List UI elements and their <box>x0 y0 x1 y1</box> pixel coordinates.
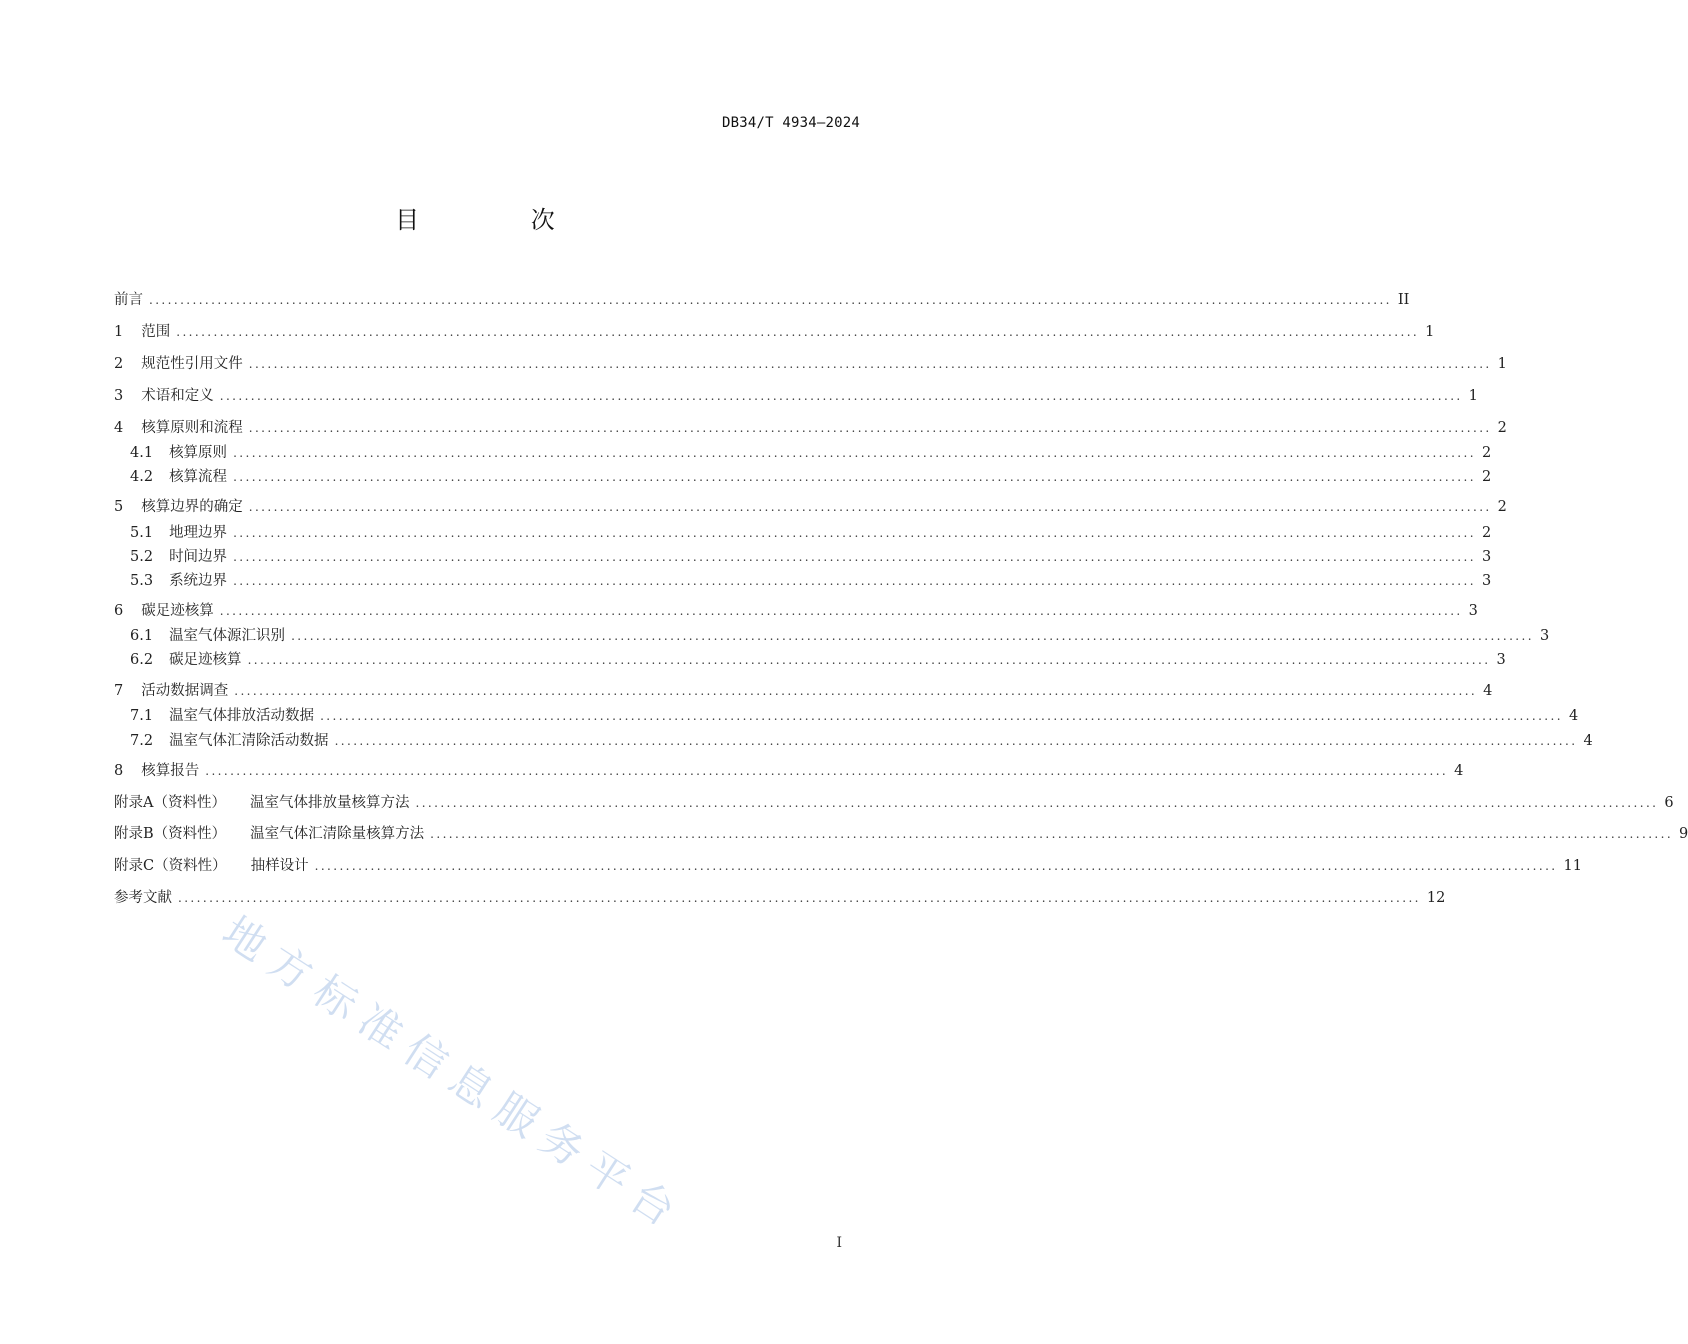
toc-entry[interactable] <box>114 289 1410 311</box>
toc-leader-dots: ........................................................................................................................................................................................................ <box>233 574 1476 588</box>
toc-leader-dots: ........................................................................................................................................................................................................ <box>247 653 1491 667</box>
toc-entry-number: 5 <box>114 499 124 515</box>
toc-entry-page: 1 <box>1468 388 1478 404</box>
toc-leader-dots: ........................................................................................................................................................................................................ <box>234 684 1478 698</box>
toc-entry-number: 附录C（资料性） <box>114 858 227 874</box>
toc-entry-page: 9 <box>1679 826 1688 842</box>
toc-entry-number: 5.3 <box>130 573 154 589</box>
toc-leader-dots: ........................................................................................................................................................................................................ <box>233 470 1476 484</box>
document-code: DB34/T 4934—2024 <box>721 115 860 131</box>
toc-entry[interactable] <box>130 442 1492 464</box>
toc-leader-dots: ........................................................................................................................................................................................................ <box>248 500 1492 514</box>
toc-leader-dots: ........................................................................................................................................................................................................ <box>430 827 1674 841</box>
toc-entry-page: 2 <box>1481 469 1492 485</box>
toc-entry-page: 1 <box>1425 324 1435 340</box>
toc-entry-title: 核算原则 <box>169 445 228 461</box>
toc-entry[interactable] <box>114 385 1478 407</box>
toc-entry-page: 3 <box>1481 549 1492 565</box>
toc-entry-page: 2 <box>1497 499 1507 515</box>
toc-entry-page: 2 <box>1481 525 1492 541</box>
toc-entry-title: 活动数据调查 <box>141 683 229 699</box>
toc-entry-title: 核算原则和流程 <box>141 420 243 436</box>
toc-entry-number: 4 <box>114 420 124 436</box>
toc-entry-number: 6 <box>114 603 124 619</box>
toc-entry-number: 4.1 <box>130 445 154 461</box>
toc-entry-page: 11 <box>1563 858 1582 874</box>
toc-entry[interactable] <box>114 823 1688 845</box>
toc-entry-number: 5.2 <box>130 549 154 565</box>
toc-entry-title: 参考文献 <box>114 890 172 906</box>
toc-leader-dots: ........................................................................................................................................................................................................ <box>334 734 1578 748</box>
footer-page-number: I <box>836 1235 842 1251</box>
toc-entry-title: 温室气体排放量核算方法 <box>249 795 410 811</box>
toc-entry[interactable] <box>114 855 1582 877</box>
toc-leader-dots: ........................................................................................................................................................................................................ <box>291 629 1534 643</box>
toc-entry-title: 核算流程 <box>169 469 228 485</box>
toc-entry[interactable] <box>130 625 1550 647</box>
toc-leader-dots: ........................................................................................................................................................................................................ <box>205 764 1449 778</box>
toc-entry-title: 温室气体汇清除活动数据 <box>169 733 329 749</box>
toc-entry-page: 4 <box>1483 683 1493 699</box>
toc-leader-dots: ........................................................................................................................................................................................................ <box>233 446 1476 460</box>
toc-leader-dots: ........................................................................................................................................................................................................ <box>233 550 1476 564</box>
toc-entry-title: 碳足迹核算 <box>169 652 242 668</box>
toc-entry-title: 前言 <box>114 292 143 308</box>
toc-entry-page: 12 <box>1426 890 1446 906</box>
toc-entry-title: 温室气体汇清除量核算方法 <box>250 826 425 842</box>
toc-entry-number: 附录B（资料性） <box>114 826 227 842</box>
toc-leader-dots: ........................................................................................................................................................................................................ <box>178 891 1421 905</box>
toc-entry-number: 4.2 <box>130 469 154 485</box>
toc-entry-title: 地理边界 <box>169 525 228 541</box>
toc-leader-dots: ........................................................................................................................................................................................................ <box>248 421 1492 435</box>
toc-entry[interactable] <box>130 570 1492 592</box>
toc-entry-number: 5.1 <box>130 525 154 541</box>
toc-entry-number: 6.2 <box>130 652 154 668</box>
toc-entry-number: 7 <box>114 683 124 699</box>
toc-entry-title: 核算报告 <box>141 763 200 779</box>
toc-leader-dots: ........................................................................................................................................................................................................ <box>248 357 1492 371</box>
toc-entry-page: 1 <box>1497 356 1507 372</box>
toc-entry-page: II <box>1397 292 1410 308</box>
toc-entry[interactable] <box>114 321 1435 343</box>
toc-entry[interactable] <box>130 705 1579 727</box>
toc-leader-dots: ........................................................................................................................................................................................................ <box>219 604 1463 618</box>
toc-entry[interactable] <box>130 466 1492 488</box>
toc-entry-page: 2 <box>1481 445 1492 461</box>
watermark: 地方标准信息服务平台 <box>213 906 694 1242</box>
toc-entry-number: 1 <box>114 324 124 340</box>
toc-entry-page: 4 <box>1454 763 1464 779</box>
toc-entry-number: 6.1 <box>130 628 154 644</box>
toc-entry[interactable] <box>114 353 1507 375</box>
toc-entry-page: 3 <box>1481 573 1492 589</box>
toc-entry[interactable] <box>114 496 1507 518</box>
toc-entry-title: 碳足迹核算 <box>141 603 214 619</box>
toc-entry-page: 4 <box>1583 733 1593 749</box>
toc-leader-dots: ........................................................................................................................................................................................................ <box>149 293 1392 307</box>
toc-entry-title: 术语和定义 <box>141 388 214 404</box>
toc-entry-title: 温室气体排放活动数据 <box>169 708 315 724</box>
toc-entry-page: 3 <box>1496 652 1506 668</box>
toc-entry-page: 3 <box>1539 628 1550 644</box>
toc-entry-title: 范围 <box>141 324 171 340</box>
toc-entry[interactable] <box>130 730 1593 752</box>
toc-entry-number: 附录A（资料性） <box>114 795 226 811</box>
toc-entry[interactable] <box>114 792 1674 814</box>
toc-entry[interactable] <box>114 887 1446 909</box>
toc-entry-page: 2 <box>1497 420 1507 436</box>
toc-entry[interactable] <box>114 600 1478 622</box>
toc-entry[interactable] <box>114 417 1507 439</box>
toc-entry-title: 系统边界 <box>169 573 228 589</box>
toc-leader-dots: ........................................................................................................................................................................................................ <box>233 526 1476 540</box>
page-title: 目 次 <box>395 206 607 234</box>
toc-entry-title: 温室气体源汇识别 <box>169 628 286 644</box>
toc-entry-title: 抽样设计 <box>250 858 309 874</box>
toc-entry-number: 8 <box>114 763 124 779</box>
toc-leader-dots: ........................................................................................................................................................................................................ <box>314 859 1558 873</box>
toc-entry-page: 6 <box>1664 795 1674 811</box>
toc-entry[interactable] <box>114 680 1493 702</box>
toc-entry-number: 2 <box>114 356 124 372</box>
toc-entry[interactable] <box>130 649 1506 671</box>
toc-entry-title: 时间边界 <box>169 549 228 565</box>
toc-entry-title: 规范性引用文件 <box>141 356 243 372</box>
toc-leader-dots: ........................................................................................................................................................................................................ <box>219 389 1463 403</box>
toc-entry-number: 3 <box>114 388 124 404</box>
toc-entry[interactable] <box>114 760 1464 782</box>
toc-entry-number: 7.1 <box>130 708 154 724</box>
toc-entry[interactable] <box>130 522 1492 544</box>
toc-entry-title: 核算边界的确定 <box>141 499 243 515</box>
toc-entry-page: 4 <box>1568 708 1579 724</box>
toc-leader-dots: ........................................................................................................................................................................................................ <box>176 325 1420 339</box>
toc-entry[interactable] <box>130 546 1492 568</box>
toc-entry-number: 7.2 <box>130 733 154 749</box>
toc-leader-dots: ........................................................................................................................................................................................................ <box>415 796 1659 810</box>
toc-entry-page: 3 <box>1468 603 1478 619</box>
toc-leader-dots: ........................................................................................................................................................................................................ <box>320 709 1563 723</box>
